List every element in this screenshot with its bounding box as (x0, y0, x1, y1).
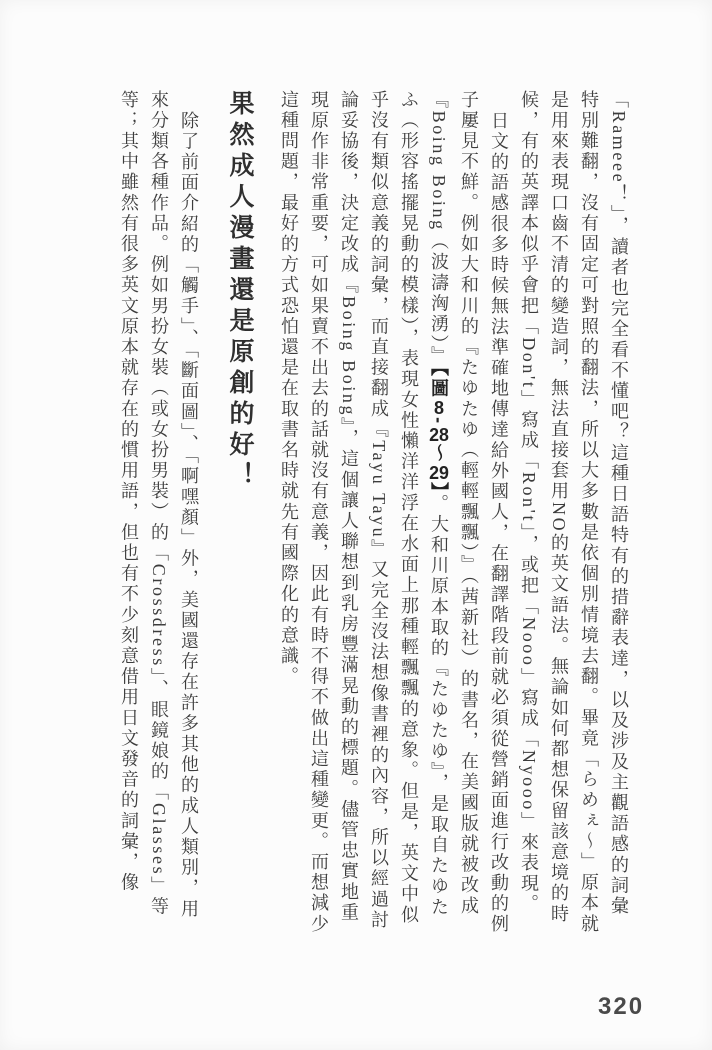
figure-reference-number-end: 29 (429, 464, 449, 483)
paragraph-2-text-before: 日文的語感很多時候無法準確地傳達給外國人，在翻譯階段前就必須從營銷面進行改動的例子屢見不鮮。例如大和川的『たゆたゆ（輕輕飄飄）』（茜新社）的書名，在美國版就被改成『Boing Boing（波濤洶湧）』 (429, 90, 509, 935)
section-heading: 果然成人漫畫還是原創的好！ (226, 90, 254, 493)
paragraph-1: 「Rameee！」，讀者也完全看不懂吧？這種日語特有的措辭表達，以及涉及主觀語感的詞彙特別難翻，沒有固定可對照的翻法，所以大多數是依個別情境去翻。畢竟「らめぇ～」原本就是用來表現口齒不清的變造詞，無法直接套用NO的英文語法。無論如何都想保留該意境的時候，有的英譯本似乎會把「Don't」寫成「Ron't」，或把「Nooo」寫成「Nyooo」來表現。 (519, 90, 629, 935)
figure-reference-tilde: ～ (429, 443, 449, 465)
figure-reference-open-bracket: 【圖 (429, 366, 449, 400)
figure-reference-close-bracket: 】 (429, 482, 449, 494)
paragraph-2 (274, 90, 514, 936)
figure-reference-number-start: 28 (429, 425, 449, 444)
figure-reference-chapter-number: 8 (433, 399, 444, 418)
figure-reference-dash: - (429, 417, 449, 426)
paragraph-3: 除了前面介紹的「觸手」、「斷面圖」、「啊嘿顏」外，美國還存在許多其他的成人類別，用來分類各種作品。例如男扮女裝（或女扮男裝）的「Crossdress」、眼鏡娘的「Glasses」等等；其中雖然有很多英文原本就存在的慣用語，但也有不少刻意借用日文發音的詞彙，像 (119, 90, 199, 920)
page-text (114, 90, 634, 936)
figure-reference (429, 367, 449, 494)
paragraph-2-text-after: 。大和川原本取的『たゆたゆ』，是取自たゆたふ（形容搖擺晃動的模樣），表現女性懶洋洋浮在水面上那種輕飄飄的意象。但是，英文中似乎沒有類似意義的詞彙，而直接翻成『Tayu Tayu』又完全沒法想像書裡的內容，所以經過討論妥協後，決定改成『Boing Boing』，這個讓人聯想到乳房豐滿晃動的標題。儘管忠實地重現原作非常重要，可如果賣不出去的話就沒有意義，因此有時不得不做出這種變更。而想減少這種問題，最好的方式恐怕還是在取書名時就先有國際化的意識。 (279, 90, 449, 935)
page-number: 320 (598, 993, 645, 1020)
